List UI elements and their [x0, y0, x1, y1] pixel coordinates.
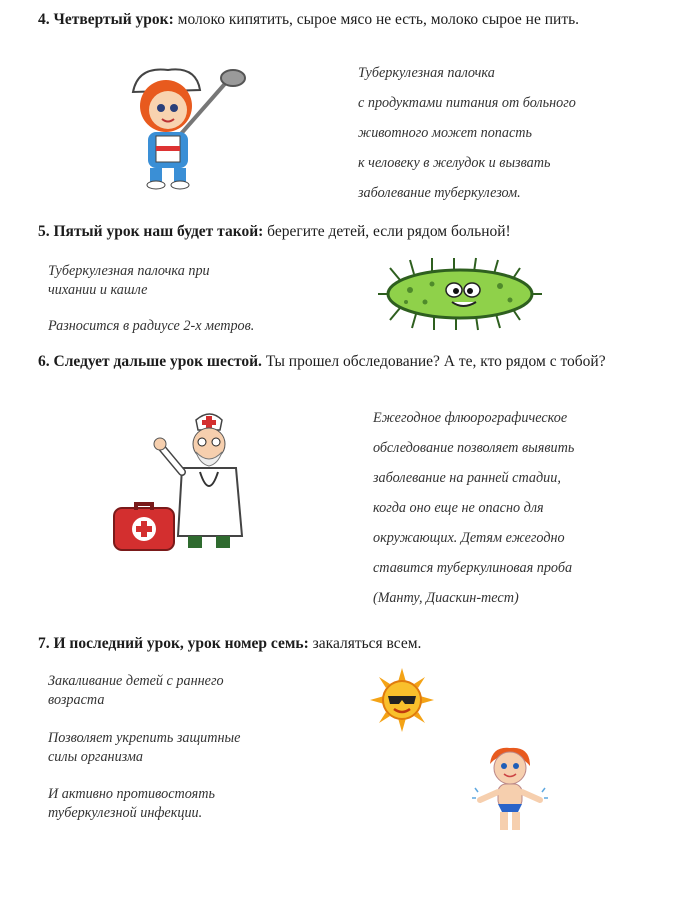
- lesson-6-line: ставится туберкулиновая проба: [373, 560, 573, 576]
- lesson-7-p1-line-1: Закаливание детей с раннего: [48, 673, 224, 689]
- lesson-4-text: молоко кипятить, сырое мясо не есть, молоко сырое не пить.: [177, 11, 580, 28]
- lesson-4-line: Туберкулезная палочка: [358, 65, 495, 81]
- lesson-5-heading: [38, 222, 648, 242]
- sun-with-sunglasses-icon: [370, 668, 434, 732]
- lesson-5-line-2: Разносится в радиусе 2-х метров.: [48, 318, 255, 334]
- lesson-7-paragraph-1: [48, 672, 224, 710]
- lesson-7-paragraph-3: [48, 785, 215, 823]
- lesson-4-line: заболевание туберкулезом.: [358, 185, 521, 201]
- lesson-6-text: Ты прошел обследование? А те, кто рядом с тобой?: [265, 353, 606, 370]
- lesson-6-line: Ежегодное флюорографическое: [373, 410, 568, 426]
- lesson-7-p3-line-2: туберкулезной инфекции.: [48, 805, 203, 821]
- lesson-7-title: 7. И последний урок, урок номер семь:: [38, 635, 309, 652]
- doctor-with-medical-bag-icon: [110, 408, 260, 558]
- lesson-7-p3-line-1: И активно противостоять: [48, 786, 215, 802]
- lesson-6-line: заболевание на ранней стадии,: [373, 470, 561, 486]
- lesson-4-line: животного может попасть: [358, 125, 532, 141]
- lesson-6-explanation: [373, 403, 574, 613]
- lesson-5-line-1a: Туберкулезная палочка при: [48, 263, 210, 279]
- lesson-5-text: берегите детей, если рядом больной!: [267, 223, 511, 240]
- lesson-6-line: обследование позволяет выявить: [373, 440, 575, 456]
- green-bacterium-icon: [370, 256, 550, 332]
- lesson-6-line: окружающих. Детям ежегодно: [373, 530, 565, 546]
- lesson-5-line-1b: чихании и кашле: [48, 282, 148, 298]
- lesson-7-p2-line-2: силы организма: [48, 749, 144, 765]
- lesson-4-line: с продуктами питания от больного: [358, 95, 576, 111]
- lesson-7-p2-line-1: Позволяет укрепить защитные: [48, 730, 241, 746]
- lesson-7-text: закаляться всем.: [312, 635, 422, 652]
- lesson-7-paragraph-2: [48, 729, 240, 767]
- lesson-6-title: 6. Следует дальше урок шестой.: [38, 353, 262, 370]
- lesson-7-heading: [38, 634, 648, 654]
- lesson-6-line: когда оно еще не опасно для: [373, 500, 544, 516]
- lesson-4-heading: [38, 10, 648, 30]
- lesson-4-line: к человеку в желудок и вызвать: [358, 155, 551, 171]
- lesson-6-line: (Манту, Диаскин-тест): [373, 590, 519, 606]
- lesson-6-heading: [38, 352, 628, 372]
- lesson-4-title: 4. Четвертый урок:: [38, 11, 174, 28]
- lesson-7-p1-line-2: возраста: [48, 692, 105, 708]
- lesson-4-explanation: [358, 58, 576, 208]
- lesson-5-title: 5. Пятый урок наш будет такой:: [38, 223, 264, 240]
- lesson-5-line-1: [48, 262, 210, 300]
- cook-girl-with-ladle-icon: [118, 64, 258, 194]
- boy-in-swimsuit-icon: [472, 744, 548, 836]
